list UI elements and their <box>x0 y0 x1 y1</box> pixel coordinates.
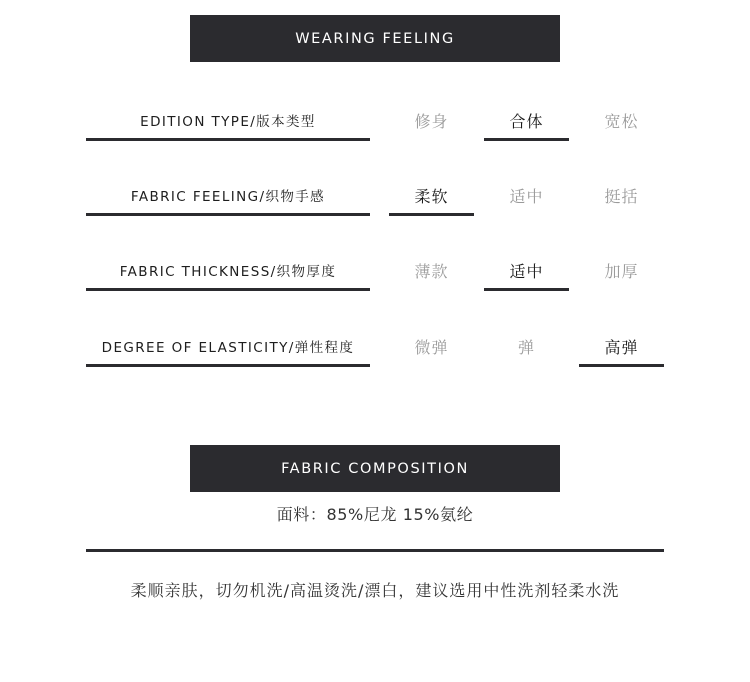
option-slight-stretch: 微弹 <box>414 337 449 357</box>
option-thin: 薄款 <box>414 261 449 281</box>
edition-type-row <box>0 102 750 142</box>
elasticity-label: DEGREE OF ELASTICITY/弹性程度 <box>86 328 370 367</box>
fabric-thickness-row <box>0 252 750 292</box>
option-thick: 加厚 <box>604 261 639 281</box>
wearing-feeling-title: WEARING FEELING <box>295 30 455 47</box>
option-stiff: 挺括 <box>604 186 639 206</box>
fabric-feeling-row <box>0 177 750 217</box>
fabric-composition-banner <box>190 445 560 492</box>
wearing-feeling-banner <box>190 15 560 62</box>
option-slim: 修身 <box>414 111 449 131</box>
fabric-composition-text: 面料：85%尼龙 15%氨纶 <box>276 505 474 524</box>
care-instructions: 柔顺亲肤，切勿机洗/高温烫洗/漂白，建议选用中性洗剂轻柔水洗 <box>130 581 620 600</box>
option-high-stretch-selected: 高弹 <box>579 328 664 367</box>
option-medium-selected: 适中 <box>484 252 569 291</box>
elasticity-row <box>0 328 750 368</box>
option-stretch: 弹 <box>517 337 535 357</box>
edition-type-label: EDITION TYPE/版本类型 <box>86 102 370 141</box>
section-divider <box>86 549 664 552</box>
option-moderate: 适中 <box>509 186 544 206</box>
option-regular-selected: 合体 <box>484 102 569 141</box>
fabric-thickness-label: FABRIC THICKNESS/织物厚度 <box>86 252 370 291</box>
fabric-feeling-label: FABRIC FEELING/织物手感 <box>86 177 370 216</box>
fabric-composition-title: FABRIC COMPOSITION <box>281 460 469 477</box>
option-loose: 宽松 <box>604 111 639 131</box>
option-soft-selected: 柔软 <box>389 177 474 216</box>
